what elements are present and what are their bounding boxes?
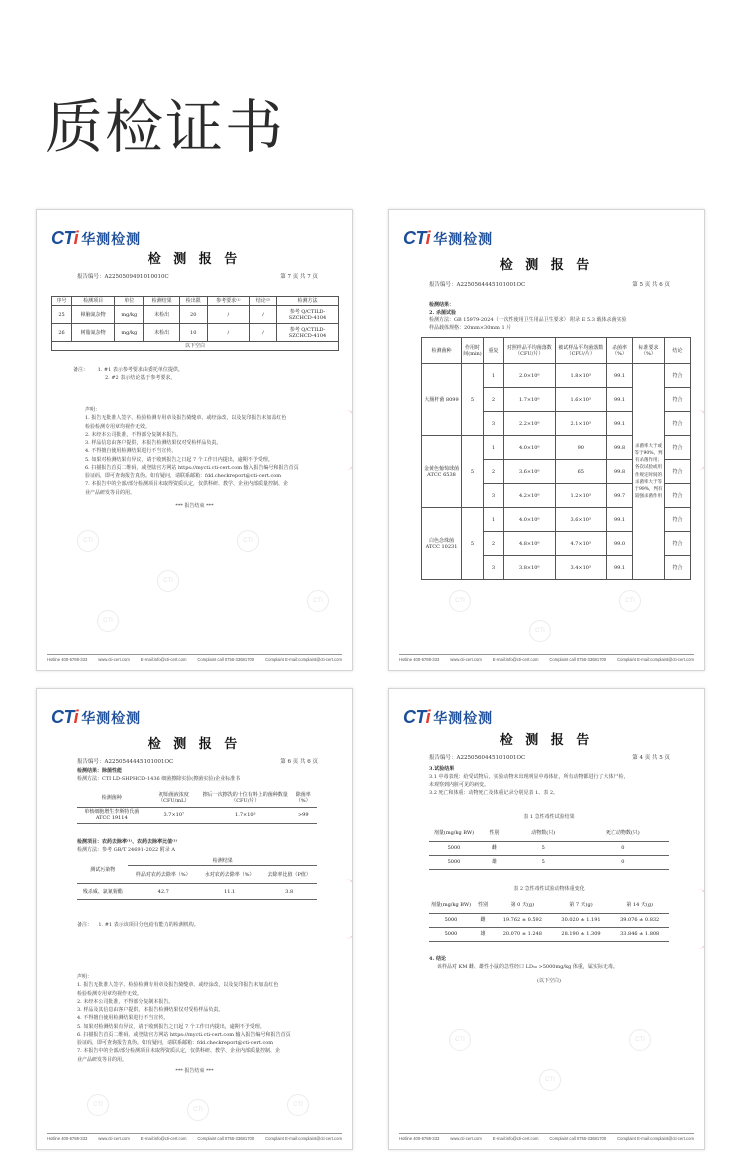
watermark: CTI [187,1099,209,1121]
report-meta [429,280,670,288]
report-sheet-4 [388,688,705,1150]
table-row: 5000 雌 5 0 [429,841,669,855]
pesticide-table [77,857,317,900]
bactericidal-table [421,337,691,580]
seal-stamp [346,879,353,939]
watermark: CTI [619,590,641,612]
conclusion: 4. 结论 该样品对 KM 雌、雄性小鼠的急性经口 LD₅₀ >5000mg/kg 体重，属实际无毒。 [429,956,618,970]
result-text: 3.试验结果 3.1 中毒表现：给受试物后，实验动物未出现明显中毒体征，所有动物都进行了大体尸检， 未观察到内脏可见的病变。 3.2 死亡和体重：动物死亡及体重记录分别见表 1、表 2。 [429,766,629,796]
watermark: CTI [449,590,471,612]
report-title: 检 测 报 告 [147,252,242,267]
statements: 声明： 1. 报告无批准人签字、检验检测专用章及报告骑缝章、或经涂改，以及复印报告未加盖红色 检验检测专用章均视作无效。 2. 未经本公司批准，不得部分复制本报告。 3. 样品及其信息由客户提供，本报告检测结果仅对受检样品负责。 4. 不得擅自使用检测结果进行不当宣传。 5. 如果对检测结果有异议，请于收到报告之日起 7 个工作日内提出，逾期不予受理。 6. 扫描报告首页二维码，或登陆官方网站 https://mycti.cti-cert.com 输入报告编号和报告首页 验证码，即可查询报告真伪。如有疑问，请联系邮箱：fdd.checkreport@cti-cert.com 7. 本报告中的全部/部分检测项目未取得资质认定，仅供科研、教学、企业内部质量控制、企 业产品研发等目的用。 [77,974,291,1063]
report-sheet-2 [388,209,705,671]
report-title: 检 测 报 告 [499,258,594,273]
table-row: 金黄色葡萄球菌 ATCC 6538 5 1 4.0×10⁶ 90 99.8 符合 [422,436,691,460]
table-header-row: 剂量(mg/kg BW) 性别 动物数(只) 死亡动物数(只) [429,825,669,841]
method-block: 检测结果： 2. 杀菌试验 检测方法：GB 15979-2024（一次性使用卫生用品卫生要求） 附录 E 5.3 载体杀菌实验 样品载体规格：20mm×30mm 1 片 [429,302,627,331]
seal-stamp [698,410,705,470]
report-footer: Hotline 400-6788-333 www.cti-cert.com E-mail:info@cti-cert.com Complaint call 0755-33681700 Complaint E-mail:complaint@cti-cert.com [399,1133,694,1141]
method-block: 检测结果：除菌性能 检测方法：CTI LD-SHPHCD-1436 细菌擦除实验(擦菌实验)企业标准书 [77,768,241,782]
report-footer: Hotline 400-6788-333 www.cti-cert.com E-mail:info@cti-cert.com Complaint call 0755-33681700 Complaint E-mail:complaint@cti-cert.com [47,1133,342,1141]
table-row: 3 3.8×10⁶ 3.4×10³ 99.1 符合 [422,556,691,580]
watermark: CTI [77,530,99,552]
table-row: 以下空白 [52,342,339,351]
table-row: 单核细胞增生李斯特氏菌 ATCC 19114 3.7×10⁷ 1.7×10³ >99 [77,807,317,823]
table-row: 5000 雄 5 0 [429,855,669,869]
page-number: 第 4 页 共 5 页 [632,755,670,761]
watermark: CTI [87,1094,109,1116]
cti-logo: CTi 华测检测 [403,707,494,727]
result-table [51,296,339,351]
table-header-row: 剂量(mg/kg BW) 性别 第 0 天(g) 第 7 天(g) 第 14 天(g) [429,897,669,913]
watermark: CTI [287,1094,309,1116]
report-footer: Hotline 400-6788-333 www.cti-cert.com E-mail:info@cti-cert.com Complaint call 0755-33681700 Complaint E-mail:complaint@cti-cert.com [399,654,694,662]
page-heading: 质检证书 [45,93,286,161]
table1-caption: 表 1 急性毒性试验结果 [523,814,575,820]
report-sheet-1 [36,209,353,671]
report-meta [77,272,318,280]
page-number: 第 6 页 共 6 页 [280,759,318,765]
seal-stamp [346,410,353,470]
watermark: CTI [157,570,179,592]
watermark: CTI [449,1029,471,1051]
table-row: 26 树脂氮杂物 mg/kg 未检出 10 / / 参考 Q/CTILD-SZCHCD-4104 [52,324,339,342]
report-footer: Hotline 400-6788-333 www.cti-cert.com E-mail:info@cti-cert.com Complaint call 0755-33681700 Complaint E-mail:complaint@cti-cert.com [47,654,342,662]
watermark: CTI [529,620,551,642]
report-number: 报告编号：A2250564445101001OC [429,282,526,288]
table-row: 残杀威、氯氰菊酯 42.7 11.1 3.8 [77,884,317,900]
table-row: 5000 雌 19.762 ± 0.592 30.020 ± 1.191 39.076 ± 0.832 [429,913,669,927]
watermark: CTI [539,1069,561,1091]
table-row: 白色念珠菌 ATCC 10231 5 1 4.0×10⁶ 3.6×10³ 99.1 符合 [422,508,691,532]
report-sheet-3 [36,688,353,1150]
report-number: 报告编号：A2250509491010010C [77,274,169,280]
table-row: 2 4.8×10⁶ 4.7×10³ 99.0 符合 [422,532,691,556]
watermark: CTI [307,590,329,612]
table-row: 2 3.6×10⁶ 65 99.8 符合 [422,460,691,484]
table-header-row: 检测菌种 初始菌液浓度（CFU/mL） 擦后一次擦洗的十位有料上的菌种数量（CFU/片） 除菌率（%） [77,789,317,807]
table-row: 3 4.2×10⁶ 1.2×10³ 99.7 符合 [422,484,691,508]
seal-stamp [698,889,705,949]
table-row: 5000 雄 20.070 ± 1.248 28.190 ± 1.309 33.846 ± 1.808 [429,927,669,941]
table-row: 25 樟脑氮杂物 mg/kg 未检出 20 / / 参考 Q/CTILD-SZCHCD-4104 [52,306,339,324]
pesticide-method: 检测项目：农药去除率⁽¹⁾、农药去除率比值⁽¹⁾ 检测方法：参考 GB/T 24691-2022 附录 A [77,839,178,853]
page-number: 第 5 页 共 6 页 [632,282,670,288]
report-meta [77,757,318,765]
watermark: CTI [237,530,259,552]
report-number: 报告编号：A2250544445101001OC [77,759,174,765]
table-row: 3 2.2×10⁶ 2.1×10³ 99.1 符合 [422,412,691,436]
watermark: CTI [629,1029,651,1051]
page-number: 第 7 页 共 7 页 [280,274,318,280]
table-row: 2 1.7×10⁶ 1.6×10³ 99.1 符合 [422,388,691,412]
notes: 备注： 1. #1 表示该项目分包给有能力的检测机构。 [77,922,199,928]
table2-caption: 表 2 急性毒性试验动物体重变化 [513,886,585,892]
cti-logo: CTi 华测检测 [51,707,142,727]
table-header-row: 样品对农药去除率（%） 水对农药去除率（%） 去除率比值（P值） [77,866,317,884]
notes: 备注： 1. #1 表示参考要求由委托单位提供。 2. #2 表示结论基于参考要求。 [73,367,183,382]
report-title: 检 测 报 告 [147,737,242,752]
blank-note: (以下空白) [537,978,561,984]
table-header-row: 序号 检测项目 单位 检测结果 检出限 参考要求⁽¹⁾ 结论⁽²⁾ 检测方法 [52,297,339,306]
report-number: 报告编号：A2250560445101001OC [429,755,526,761]
sterilization-table [77,789,317,824]
cti-logo: CTi 华测检测 [51,228,142,248]
bodyweight-table [429,897,669,942]
table-header-row: 测试污染物 检测结果 [77,857,317,866]
report-meta [429,753,670,761]
report-title: 检 测 报 告 [499,733,594,748]
table-header-row: 检测菌种 作用时间(min) 重复 对照样品平均菌落数（CFU/片） 被试样品平均菌落数（CFU/片） 杀菌率（%） 标准要求（%） 结论 [422,338,691,364]
statements: 声明： 1. 报告无批准人签字、检验检测专用章及报告骑缝章、或经涂改，以及复印报告未加盖红色 检验检测专用章均视作无效。 2. 未经本公司批准，不得部分复制本报告。 3. 样品信息由客户提供，本报告检测结果仅对受检样品负责。 4. 不得擅自使用检测结果进行不当宣传。 5. 如果对检测结果有异议，请于收到报告之日起 7 个工作日内提出，逾期不予受理。 6. 扫描报告首页二维码，或登陆官方网站 https://mycti.cti-cert.com 输入报告编号和报告首页 验证码，即可查询报告真伪。如有疑问，请联系邮箱：fdd.checkreport@cti-cert.com 7. 本报告中的全部/部分检测项目未取得资质认定，仅供科研、教学、企业内部质量控制、企 业产品研发等目的用。 [85,407,299,496]
cti-logo: CTi 华测检测 [403,228,494,248]
toxicity-table [429,825,669,870]
report-end: *** 报告结束 *** [175,1068,214,1074]
watermark: CTI [97,610,119,632]
table-row: 大肠杆菌 8099 5 1 2.0×10⁶ 1.8×10³ 99.1 杀菌率大于或等于90%，判有杀菌作用；各次试验或用作规定时间的杀菌率大于等于99%，判有较强杀菌作用 符合 [422,364,691,388]
report-end: *** 报告结束 *** [175,503,214,509]
